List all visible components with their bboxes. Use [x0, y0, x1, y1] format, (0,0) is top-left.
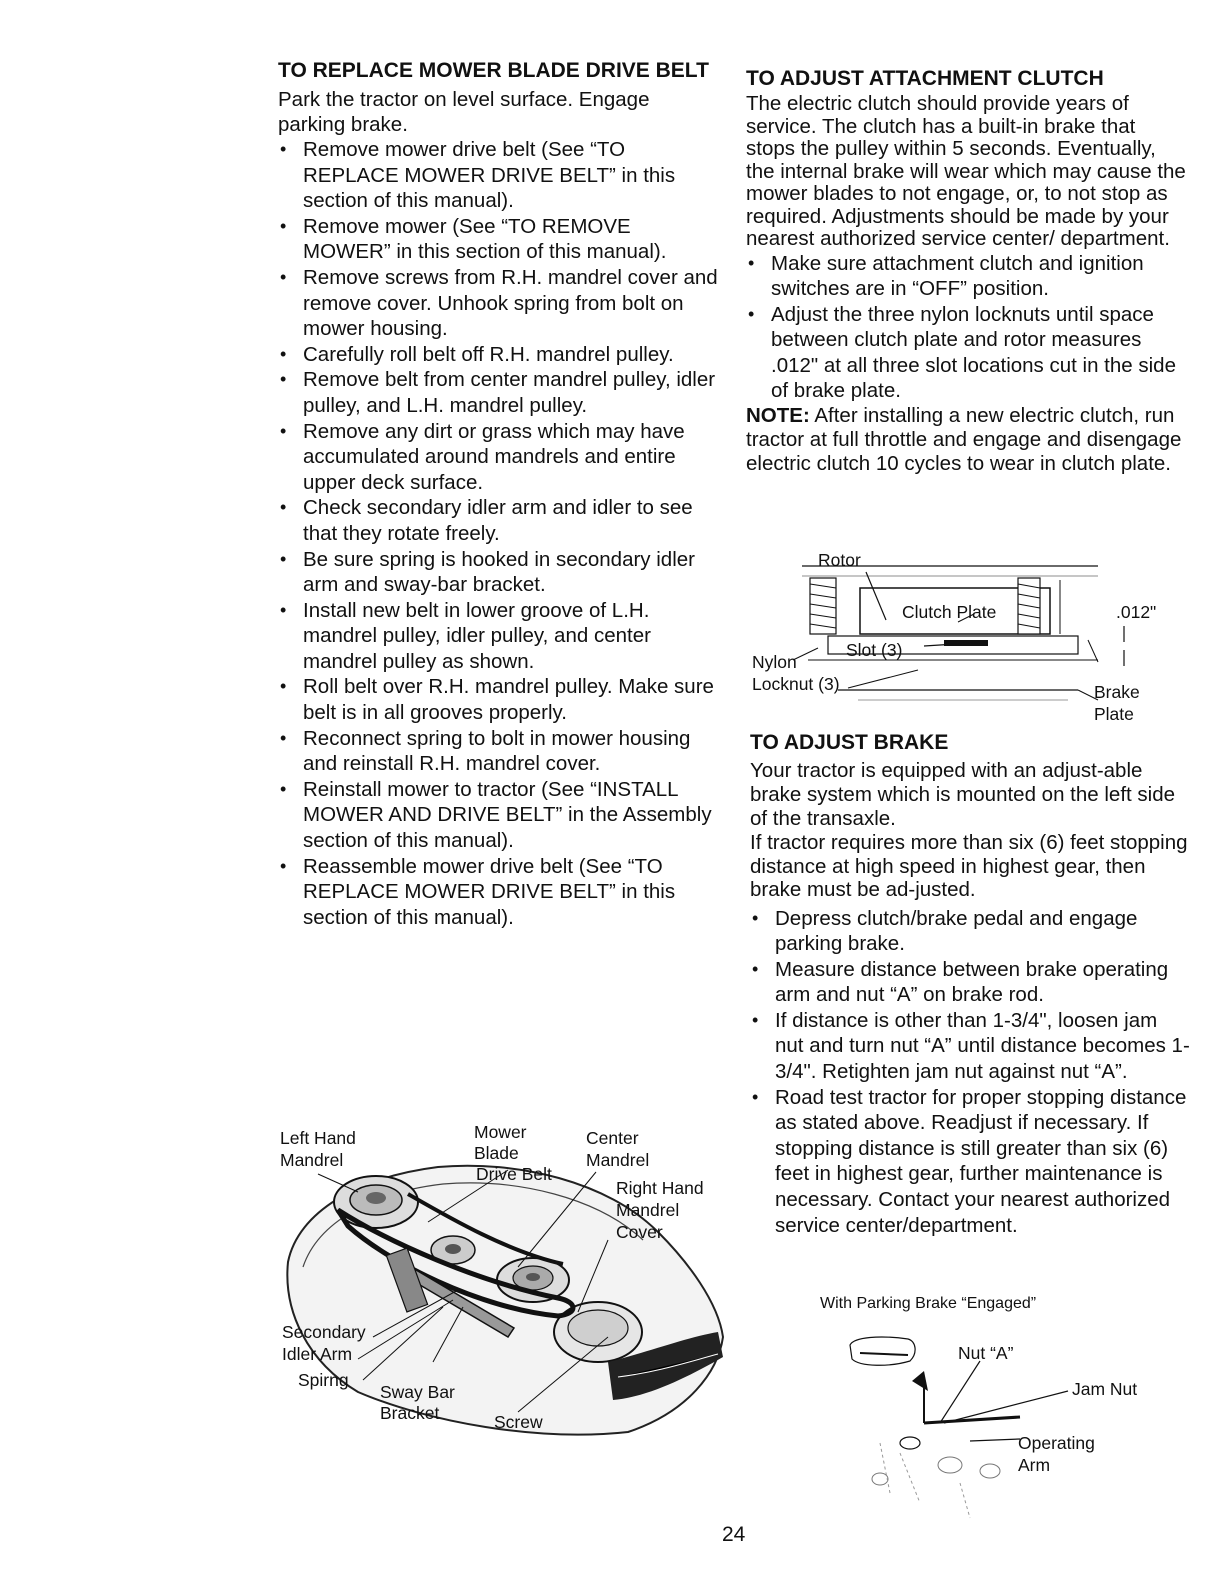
- label-right-hand: Right Hand: [616, 1178, 704, 1198]
- label-nut-a: Nut “A”: [958, 1343, 1014, 1363]
- note-label: NOTE:: [746, 403, 810, 427]
- brake-figure: [820, 1293, 1180, 1533]
- list-item: • Reassemble mower drive belt (See “TO REPLACE MOWER DRIVE BELT” in this section of this manual).: [278, 854, 718, 931]
- clutch-steps: [746, 251, 1186, 404]
- label-nylon: Nylon: [752, 652, 797, 672]
- list-item: • Make sure attachment clutch and ignition switches are in “OFF” position.: [746, 251, 1186, 302]
- label-idler-arm: Idler Arm: [282, 1344, 353, 1364]
- brake-illustration: [820, 1293, 1180, 1533]
- label-drive-belt: Drive Belt: [476, 1164, 552, 1184]
- list-item: • Roll belt over R.H. mandrel pulley. Make sure belt is in all grooves properly.: [278, 674, 718, 725]
- list-item: • Reconnect spring to bolt in mower housing and reinstall R.H. mandrel cover.: [278, 726, 718, 777]
- brake-steps: [750, 906, 1190, 1239]
- label-slot: Slot (3): [846, 640, 903, 660]
- label-spring: Spirng: [298, 1370, 349, 1390]
- label-left-hand: Left Hand: [280, 1128, 356, 1148]
- list-item: • If distance is other than 1-3/4", loosen jam nut and turn nut “A” until distance becomes 1-3/4". Retighten jam nut against nut “A”.: [750, 1008, 1190, 1085]
- page-number: 24: [722, 1523, 746, 1546]
- brake-paragraph-2: If tractor requires more than six (6) feet stopping distance at high speed in highest gear, then brake must be ad-justed.: [750, 831, 1188, 901]
- label-secondary: Secondary: [282, 1322, 366, 1342]
- label-clutch-plate: Clutch Plate: [902, 602, 997, 622]
- label-arm: Arm: [1018, 1455, 1051, 1475]
- mower-deck-figure: [278, 1122, 728, 1447]
- clutch-figure: [748, 550, 1188, 725]
- label-brake-plate: Plate: [1094, 704, 1134, 724]
- list-item: • Road test tractor for proper stopping distance as stated above. Readjust if necessary. If stopping distance is still greater than six (6) feet in highest gear, further maintenance is necessary. Contact your nearest authorized service center/department.: [750, 1085, 1190, 1239]
- label-left-mandrel: Mandrel: [280, 1150, 344, 1170]
- heading-adjust-clutch: TO ADJUST ATTACHMENT CLUTCH: [746, 67, 1104, 90]
- list-item: • Remove belt from center mandrel pulley, idler pulley, and L.H. mandrel pulley.: [278, 367, 718, 418]
- list-item: • Depress clutch/brake pedal and engage parking brake.: [750, 906, 1190, 957]
- label-center-mandrel: Mandrel: [586, 1150, 650, 1170]
- brake-paragraph-1: Your tractor is equipped with an adjust-able brake system which is mounted on the left side of the transaxle.: [750, 759, 1176, 830]
- list-item: • Measure distance between brake operating arm and nut “A” on brake rod.: [750, 957, 1190, 1008]
- right-column: [746, 66, 1186, 476]
- label-mower: Mower: [474, 1122, 527, 1142]
- label-locknut: Locknut (3): [752, 674, 840, 694]
- label-rotor: Rotor: [818, 550, 861, 570]
- label-screw: Screw: [494, 1412, 543, 1432]
- label-operating: Operating: [1018, 1433, 1095, 1453]
- list-item: • Reinstall mower to tractor (See “INSTALL MOWER AND DRIVE BELT” in the Assembly section of this manual).: [278, 777, 718, 854]
- label-right-cover: Cover: [616, 1222, 663, 1242]
- list-item: • Be sure spring is hooked in secondary idler arm and sway-bar bracket.: [278, 547, 718, 598]
- blade-belt-steps: [278, 137, 718, 930]
- label-sway-bar: Sway Bar: [380, 1382, 455, 1402]
- list-item: • Remove mower drive belt (See “TO REPLACE MOWER DRIVE BELT” in this section of this manual).: [278, 137, 718, 214]
- brake-caption: With Parking Brake “Engaged”: [820, 1295, 1037, 1312]
- list-item: • Remove any dirt or grass which may have accumulated around mandrels and entire upper deck surface.: [278, 419, 718, 496]
- label-right-mandrel: Mandrel: [616, 1200, 680, 1220]
- heading-adjust-brake: TO ADJUST BRAKE: [750, 731, 949, 754]
- intro-paragraph: Park the tractor on level surface. Engage parking brake.: [278, 88, 650, 136]
- list-item: • Adjust the three nylon locknuts until space between clutch plate and rotor measures .012" at all three slot locations cut in the side of brake plate.: [746, 302, 1186, 404]
- label-brake: Brake: [1094, 682, 1140, 702]
- label-center: Center: [586, 1128, 639, 1148]
- list-item: • Remove mower (See “TO REMOVE MOWER” in this section of this manual).: [278, 214, 718, 265]
- note-paragraph: [746, 404, 1186, 476]
- left-column: [278, 58, 718, 930]
- note-text: After installing a new electric clutch, run tractor at full throttle and engage and disengage electric clutch 10 cycles to wear in clutch plate.: [746, 403, 1182, 475]
- list-item: • Remove screws from R.H. mandrel cover and remove cover. Unhook spring from bolt on mower housing.: [278, 265, 718, 342]
- brake-section: [750, 730, 1190, 1238]
- clutch-paragraph: The electric clutch should provide years of service. The clutch has a built-in brake that stops the pulley within 5 seconds. Eventually, the internal brake will wear which may cause the mower blades to not engage, or, to not stop as required. Adjustments should be made by your nearest authorized service center/ department.: [746, 92, 1186, 250]
- list-item: • Carefully roll belt off R.H. mandrel pulley.: [278, 342, 718, 368]
- label-blade: Blade: [474, 1143, 519, 1163]
- label-bracket: Bracket: [380, 1403, 440, 1423]
- label-gap: .012": [1116, 602, 1157, 622]
- list-item: • Check secondary idler arm and idler to see that they rotate freely.: [278, 495, 718, 546]
- heading-replace-blade-belt: TO REPLACE MOWER BLADE DRIVE BELT: [278, 59, 709, 82]
- list-item: • Install new belt in lower groove of L.H. mandrel pulley, idler pulley, and center mandrel pulley as shown.: [278, 598, 718, 675]
- label-jam-nut: Jam Nut: [1072, 1379, 1138, 1399]
